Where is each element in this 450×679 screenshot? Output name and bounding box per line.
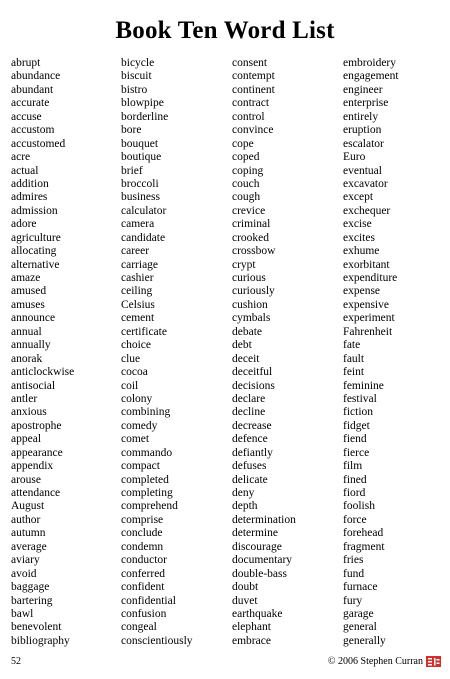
word-item: comprise (121, 513, 164, 526)
word-item: deny (232, 487, 255, 499)
word-item: ceiling (121, 285, 153, 298)
word-item: curiously (232, 285, 275, 298)
word-item: fund (343, 567, 365, 580)
word-item: anxious (11, 406, 47, 419)
word-item: accustomed (11, 137, 66, 150)
word-item: furnace (343, 581, 378, 594)
word-item: baggage (11, 581, 50, 594)
word-item: combining (121, 406, 171, 419)
word-item: excise (343, 218, 372, 231)
word-item: defuses (232, 460, 267, 473)
word-item: delicate (232, 473, 268, 486)
word-item: debt (232, 339, 252, 352)
word-item: blowpipe (121, 97, 164, 110)
word-item: abundant (11, 83, 54, 96)
word-item: brief (121, 164, 143, 177)
word-item: boutique (121, 151, 162, 164)
word-item: choice (121, 339, 152, 352)
word-item: determination (232, 513, 296, 526)
word-item: amuses (11, 298, 45, 311)
word-item: couch (232, 177, 260, 190)
word-item: force (343, 513, 367, 526)
word-item: fury (343, 594, 363, 607)
word-item: amaze (11, 272, 41, 284)
word-item: debate (232, 325, 263, 338)
word-column-4 (343, 57, 399, 648)
word-item: appearance (11, 446, 63, 459)
word-item: festival (343, 392, 377, 405)
word-item: arouse (11, 473, 42, 486)
word-item: Celsius (121, 298, 155, 311)
word-item: continent (232, 83, 275, 96)
word-item: bicycle (121, 57, 155, 69)
word-item: engineer (343, 83, 383, 96)
word-item: autumn (11, 527, 46, 540)
word-item: consent (232, 57, 268, 69)
word-item: business (121, 191, 160, 204)
word-item: control (232, 110, 265, 123)
word-item: borderline (121, 110, 169, 123)
word-item: contract (232, 97, 270, 110)
word-item: crossbow (232, 245, 276, 258)
word-item: fiction (343, 406, 374, 419)
word-item: crypt (232, 258, 256, 271)
word-item: alternative (11, 258, 60, 271)
word-item: bore (121, 124, 142, 137)
word-item: carriage (121, 258, 159, 271)
word-item: congeal (121, 621, 157, 634)
word-item: attendance (11, 487, 61, 499)
word-item: cocoa (121, 366, 148, 379)
copyright-notice: © 2006 Stephen Curran (327, 656, 423, 667)
page-number: 52 (11, 656, 21, 667)
word-item: conferred (121, 567, 166, 580)
word-item: broccoli (121, 177, 159, 190)
word-item: accustom (11, 124, 55, 137)
word-item: discourage (232, 540, 282, 553)
word-item: anticlockwise (11, 366, 75, 379)
word-item: confidential (121, 594, 176, 607)
word-item: appeal (11, 433, 42, 446)
word-item: excites (343, 231, 375, 244)
word-item: cough (232, 191, 261, 204)
word-item: feminine (343, 379, 384, 392)
word-item: adore (11, 218, 37, 231)
word-column-2 (121, 57, 193, 648)
word-item: actual (11, 164, 39, 177)
word-item: coping (232, 164, 264, 177)
word-item: average (11, 540, 47, 553)
page-footer (11, 655, 441, 671)
word-item: eventual (343, 164, 382, 177)
word-item: cashier (121, 272, 154, 284)
word-item: camera (121, 218, 155, 231)
word-item: defiantly (232, 446, 273, 459)
word-item: feint (343, 366, 365, 379)
word-item: fault (343, 352, 365, 365)
word-item: fiord (343, 487, 366, 499)
word-item: antisocial (11, 379, 56, 392)
word-item: embrace (232, 634, 271, 647)
word-item: confusion (121, 607, 167, 620)
word-item: deceitful (232, 366, 273, 379)
word-item: depth (232, 500, 258, 513)
word-item: expenditure (343, 272, 398, 284)
word-item: cement (121, 312, 155, 325)
word-item: crevice (232, 204, 266, 217)
word-column-3 (232, 57, 296, 648)
word-item: expensive (343, 298, 389, 311)
word-item: garage (343, 607, 374, 620)
word-item: accuse (11, 110, 42, 123)
word-item: amused (11, 285, 47, 298)
word-item: criminal (232, 218, 271, 231)
word-item: exchequer (343, 204, 391, 217)
word-item: deceit (232, 352, 260, 365)
word-item: embroidery (343, 57, 397, 69)
word-item: clue (121, 352, 141, 365)
word-item: exhume (343, 245, 380, 258)
word-item: duvet (232, 594, 258, 607)
word-item: biscuit (121, 70, 152, 83)
word-item: admires (11, 191, 48, 204)
word-item: abundance (11, 70, 61, 83)
word-item: annually (11, 339, 51, 352)
word-item: completed (121, 473, 169, 486)
word-item: entirely (343, 110, 379, 123)
word-item: crooked (232, 231, 270, 244)
word-item: experiment (343, 312, 395, 325)
word-item: exorbitant (343, 258, 390, 271)
word-item: fined (343, 473, 367, 486)
word-item: colony (121, 392, 153, 405)
word-item: declare (232, 392, 266, 405)
word-item: anorak (11, 352, 43, 365)
word-item: fierce (343, 446, 370, 459)
word-item: forehead (343, 527, 384, 540)
word-item: benevolent (11, 621, 62, 634)
word-item: condemn (121, 540, 164, 553)
word-item: elephant (232, 621, 271, 634)
word-item: bistro (121, 83, 148, 96)
word-item: film (343, 460, 363, 473)
word-item: career (121, 245, 150, 258)
word-item: annual (11, 325, 42, 338)
word-item: August (11, 500, 45, 513)
word-item: eruption (343, 124, 382, 137)
word-item: cushion (232, 298, 268, 311)
word-item: bartering (11, 594, 53, 607)
word-item: decisions (232, 379, 275, 392)
word-item: contempt (232, 70, 275, 83)
word-item: determine (232, 527, 278, 540)
word-item: comedy (121, 419, 158, 432)
word-item: excavator (343, 177, 388, 190)
word-item: fries (343, 554, 364, 567)
word-item: convince (232, 124, 274, 137)
word-column-1 (11, 57, 74, 648)
word-item: confident (121, 581, 165, 594)
word-item: bibliography (11, 634, 70, 647)
word-item: conclude (121, 527, 163, 540)
word-item: conscientiously (121, 634, 193, 647)
word-item: admission (11, 204, 58, 217)
word-item: coil (121, 379, 139, 392)
word-item: aviary (11, 554, 40, 567)
word-item: Euro (343, 151, 366, 164)
word-item: agriculture (11, 231, 61, 244)
word-item: escalator (343, 137, 384, 150)
word-item: apostrophe (11, 419, 62, 432)
word-item: author (11, 513, 41, 526)
page-title: Book Ten Word List (115, 17, 335, 44)
word-item: decline (232, 406, 266, 419)
word-item: cymbals (232, 312, 271, 325)
word-item: candidate (121, 231, 166, 244)
word-item: expense (343, 285, 381, 298)
word-item: allocating (11, 245, 57, 258)
word-item: doubt (232, 581, 259, 594)
word-item: curious (232, 272, 266, 284)
word-item: cope (232, 137, 254, 150)
word-item: fate (343, 339, 361, 352)
word-item: completing (121, 487, 173, 499)
word-item: abrupt (11, 57, 41, 69)
word-item: compact (121, 460, 160, 473)
word-item: except (343, 191, 374, 204)
word-item: engagement (343, 70, 399, 83)
word-item: generally (343, 634, 386, 647)
word-item: avoid (11, 567, 37, 580)
word-item: accurate (11, 97, 50, 110)
word-item: fragment (343, 540, 385, 553)
word-item: fidget (343, 419, 370, 432)
word-item: decrease (232, 419, 272, 432)
word-item: announce (11, 312, 56, 325)
word-item: enterprise (343, 97, 389, 110)
word-item: coped (232, 151, 260, 164)
word-item: bawl (11, 607, 34, 620)
word-item: comprehend (121, 500, 178, 513)
word-item: comet (121, 433, 150, 446)
word-item: appendix (11, 460, 54, 473)
word-item: documentary (232, 554, 293, 567)
word-item: earthquake (232, 607, 283, 620)
word-item: defence (232, 433, 268, 446)
word-item: Fahrenheit (343, 325, 393, 338)
word-item: foolish (343, 500, 375, 513)
word-item: antler (11, 392, 38, 405)
word-item: acre (11, 151, 31, 164)
word-item: certificate (121, 325, 167, 338)
word-item: double-bass (232, 567, 287, 580)
word-item: commando (121, 446, 173, 459)
word-item: calculator (121, 204, 167, 217)
word-item: addition (11, 177, 49, 190)
word-item: general (343, 621, 377, 634)
word-list (11, 57, 441, 653)
word-item: fiend (343, 433, 367, 446)
publisher-logo-icon (426, 656, 441, 667)
word-item: conductor (121, 554, 167, 567)
word-item: bouquet (121, 137, 159, 150)
